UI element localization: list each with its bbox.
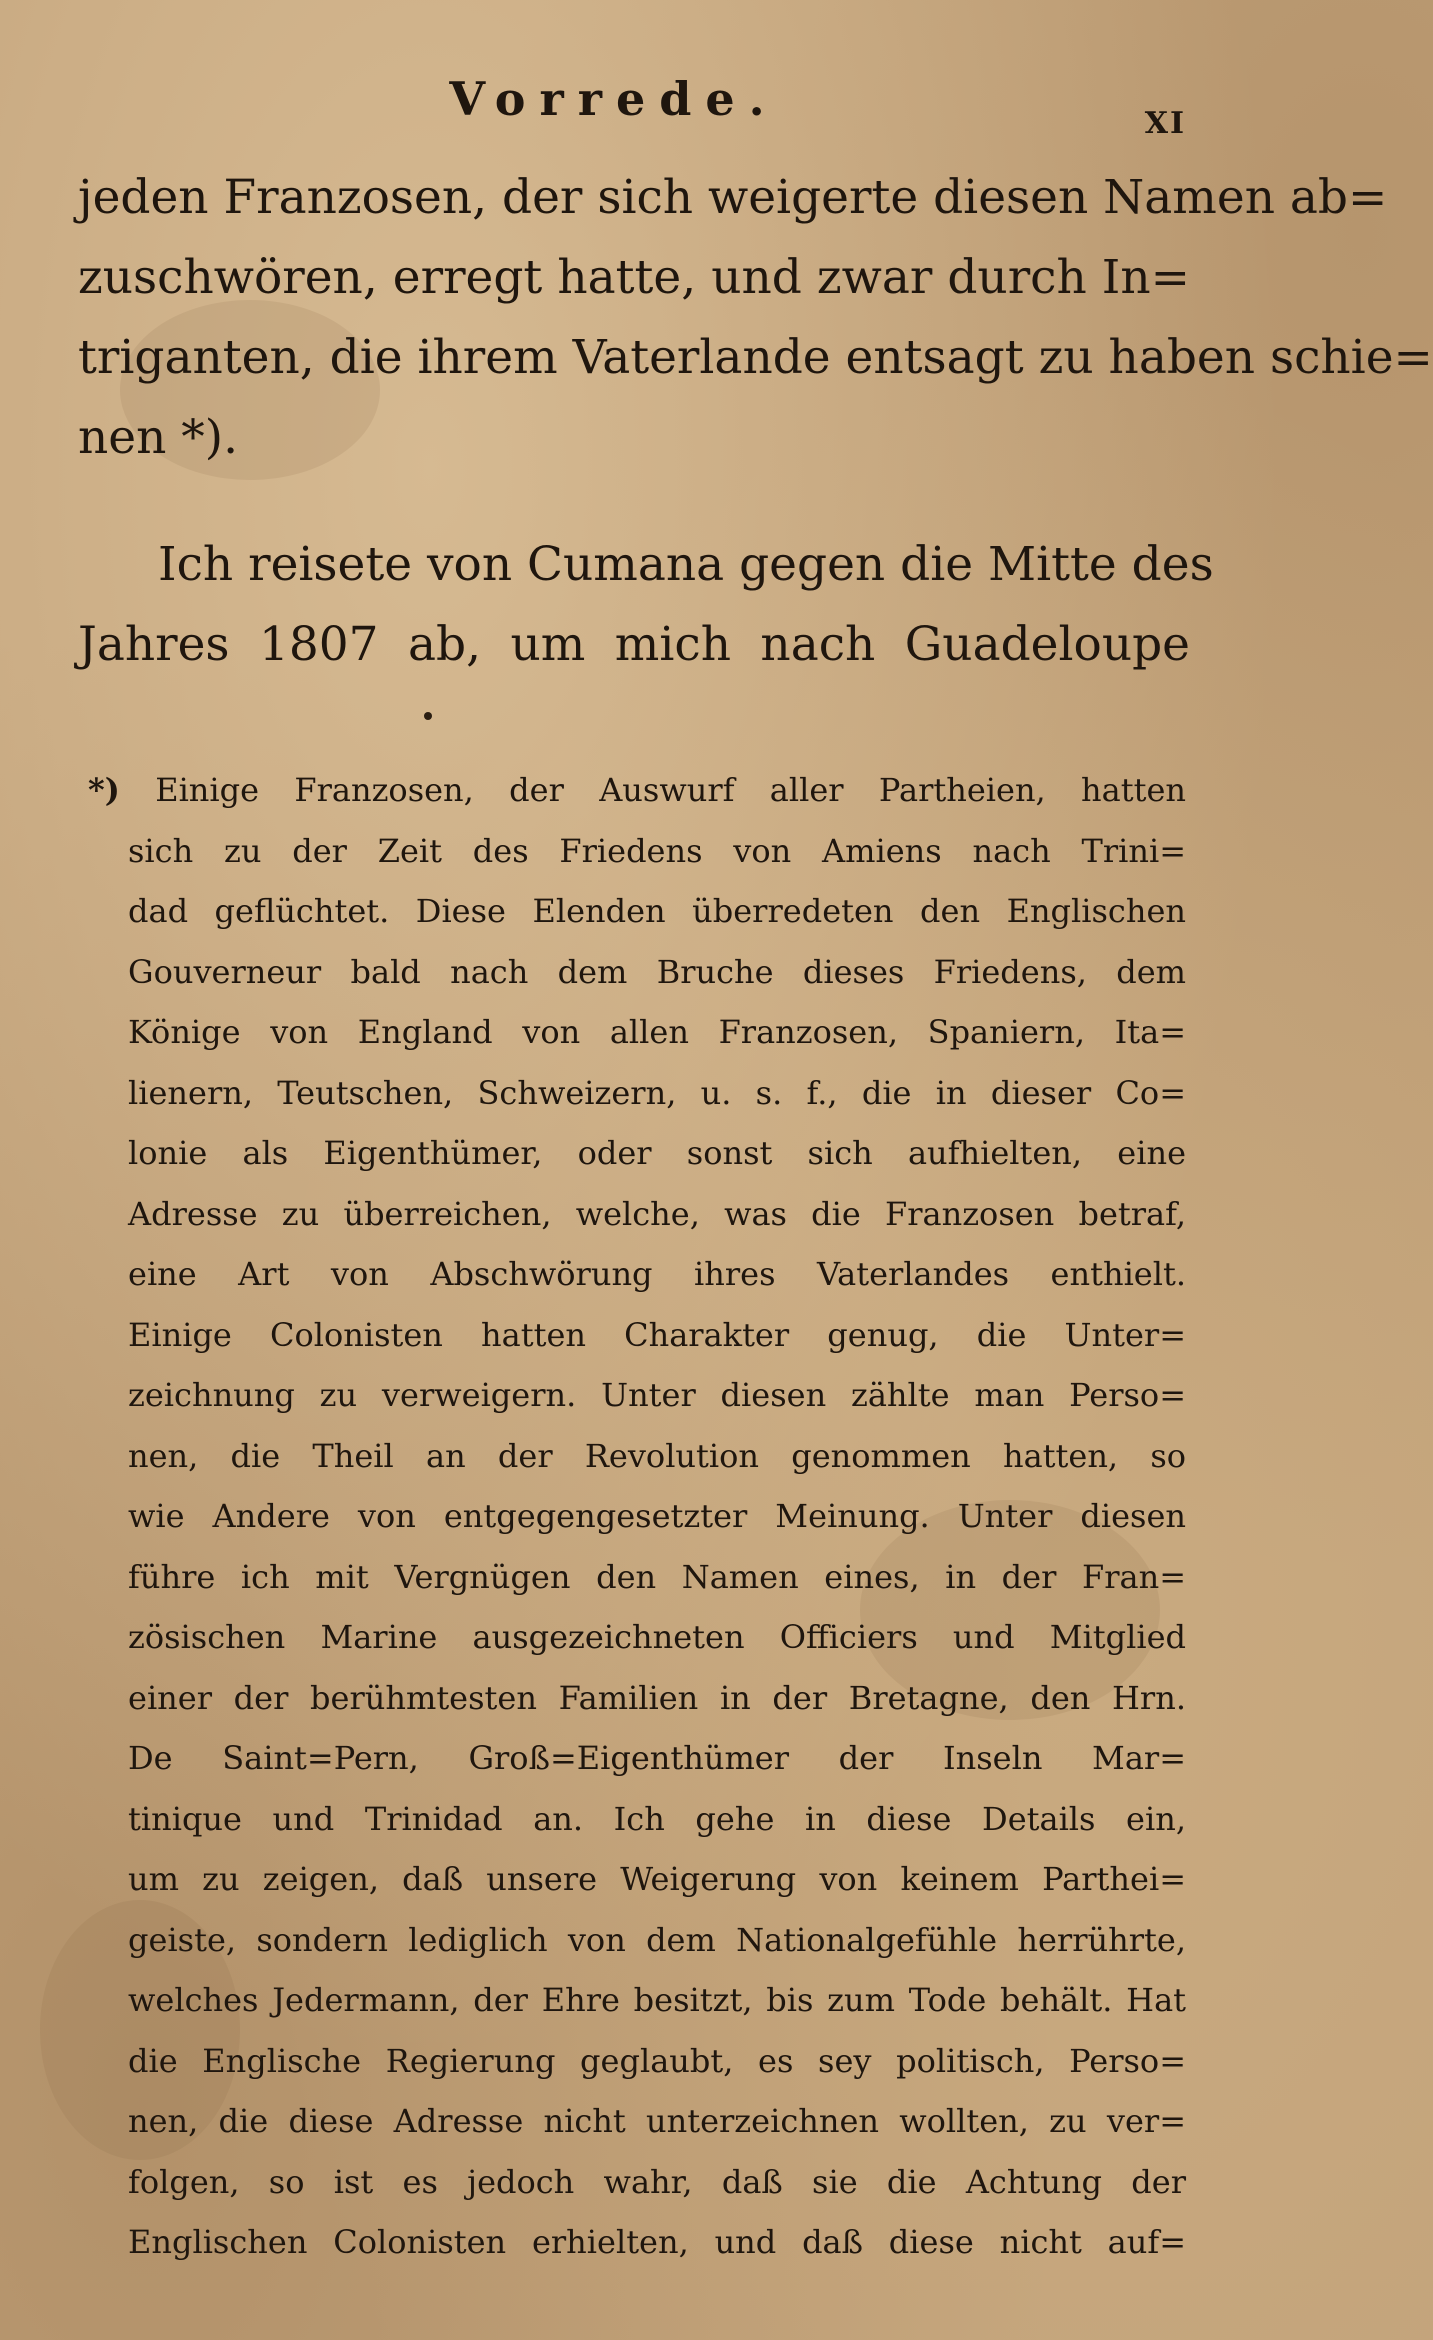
text-line: zuschwören, erregt hatte, und zwar durch In= — [78, 250, 1190, 305]
footnote-line: nen, die diese Adresse nicht unterzeichnen wollten, zu ver= — [128, 2102, 1186, 2140]
text-line: Jahres 1807 ab, um mich nach Guadeloupe — [78, 617, 1190, 672]
footnote-line: tinique und Trinidad an. Ich gehe in diese Details ein, — [128, 1799, 1186, 1838]
footnote-line: folgen, so ist es jedoch wahr, daß sie die Achtung der — [128, 2162, 1186, 2201]
footnote-line: zeichnung zu verweigern. Unter diesen zählte man Perso= — [128, 1376, 1186, 1414]
text-line: triganten, die ihrem Vaterlande entsagt zu haben schie= — [78, 330, 1433, 385]
footnote-marker: *) — [88, 771, 120, 809]
text-line: Ich reisete von Cumana gegen die Mitte des — [158, 537, 1214, 592]
footnote-line: wie Andere von entgegengesetzter Meinung. Unter diesen — [128, 1497, 1186, 1535]
footnote-line: lienern, Teutschen, Schweizern, u. s. f., die in dieser Co= — [128, 1073, 1186, 1112]
footnote-line: De Saint=Pern, Groß=Eigenthümer der Inseln Mar= — [128, 1739, 1186, 1777]
footnote-line — [88, 760, 1186, 821]
footnote-line: Gouverneur bald nach dem Bruche dieses Friedens, dem — [128, 952, 1186, 991]
paragraph-continued — [78, 158, 1433, 478]
ink-dot — [424, 712, 432, 720]
footnote-line: Englischen Colonisten erhielten, und daß diese nicht auf= — [128, 2223, 1186, 2261]
footnote-line: die Englische Regierung geglaubt, es sey politisch, Perso= — [128, 2041, 1186, 2080]
footnote-text: Einige Franzosen, der Auswurf aller Partheien, hatten — [155, 771, 1187, 809]
paragraph-new — [78, 525, 1214, 685]
footnote-line: um zu zeigen, daß unsere Weigerung von keinem Parthei= — [128, 1860, 1186, 1898]
footnote-line: Könige von England von allen Franzosen, Spaniern, Ita= — [128, 1013, 1186, 1051]
footnote-line: sich zu der Zeit des Friedens von Amiens nach Trini= — [128, 831, 1186, 870]
footnote-line: führe ich mit Vergnügen den Namen eines, in der Fran= — [128, 1557, 1186, 1596]
footnote-line: nen, die Theil an der Revolution genommen hatten, so — [128, 1436, 1186, 1475]
footnote-line: dad geflüchtet. Diese Elenden überredeten den Englischen — [128, 892, 1186, 930]
footnote-line: Einige Colonisten hatten Charakter genug, die Unter= — [128, 1315, 1186, 1354]
text-line: nen *). — [78, 410, 239, 465]
page-number: XI — [1144, 106, 1186, 141]
running-title: Vorrede. — [449, 72, 779, 126]
footnote-line: welches Jedermann, der Ehre besitzt, bis zum Tode behält. Hat — [128, 1981, 1186, 2019]
footnote-line: lonie als Eigenthümer, oder sonst sich aufhielten, eine — [128, 1134, 1186, 1172]
footnote-line: geiste, sondern lediglich von dem Nationalgefühle herrührte, — [128, 1920, 1186, 1959]
footnote — [88, 760, 1186, 2273]
text-line: jeden Franzosen, der sich weigerte diesen Namen ab= — [78, 170, 1388, 225]
footnote-line: zösischen Marine ausgezeichneten Officiers und Mitglied — [128, 1618, 1186, 1656]
footnote-line: Adresse zu überreichen, welche, was die Franzosen betraf, — [128, 1194, 1186, 1233]
footnote-line: eine Art von Abschwörung ihres Vaterlandes enthielt. — [128, 1255, 1186, 1293]
footnote-line: einer der berühmtesten Familien in der Bretagne, den Hrn. — [128, 1678, 1186, 1717]
